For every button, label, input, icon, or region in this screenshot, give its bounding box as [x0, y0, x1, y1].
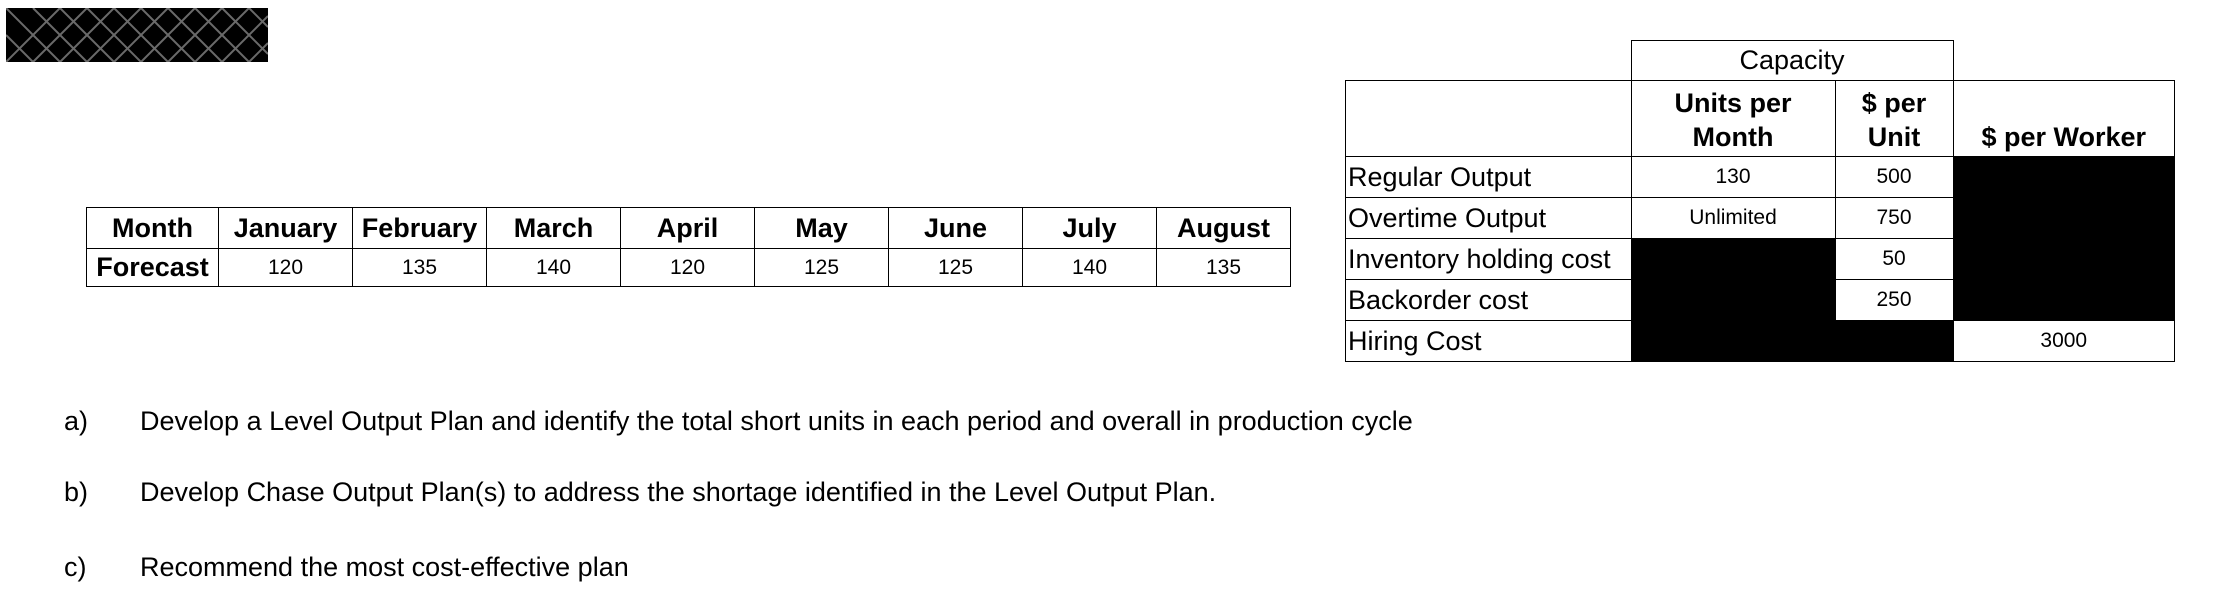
month-row — [87, 208, 1291, 249]
forecast-value: 135 — [353, 249, 487, 287]
capacity-header: Capacity — [1631, 41, 1953, 81]
forecast-value: 125 — [889, 249, 1023, 287]
row-label: Hiring Cost — [1346, 321, 1632, 362]
dollar-per-worker-header: $ per Worker — [1953, 81, 2175, 157]
forecast-value: 135 — [1157, 249, 1291, 287]
question-letter: c) — [64, 552, 87, 582]
group-header-row — [1346, 41, 2175, 81]
month-header: Month — [87, 208, 219, 249]
blacked-out-cell — [1631, 321, 1953, 362]
row-label: Backorder cost — [1346, 280, 1632, 321]
month-august: August — [1157, 208, 1291, 249]
question-text: Develop Chase Output Plan(s) to address the shortage identified in the Level Output Plan. — [140, 477, 1217, 507]
forecast-table — [86, 207, 1291, 287]
cost-row-hiring — [1346, 321, 2175, 362]
blacked-out-cell — [1953, 198, 2175, 239]
question-text: Recommend the most cost-effective plan — [140, 552, 629, 582]
worker-cost-value: 3000 — [1953, 321, 2175, 362]
row-label: Inventory holding cost — [1346, 239, 1632, 280]
unit-cost-value: 750 — [1835, 198, 1953, 239]
forecast-value: 140 — [1023, 249, 1157, 287]
redacted-logo — [6, 8, 268, 62]
cost-row-regular-output — [1346, 157, 2175, 198]
blacked-out-cell — [1953, 280, 2175, 321]
cost-row-inventory-holding — [1346, 239, 2175, 280]
unit-cost-value: 50 — [1835, 239, 1953, 280]
month-july: July — [1023, 208, 1157, 249]
unit-cost-value: 500 — [1835, 157, 1953, 198]
cost-table — [1345, 40, 2175, 362]
question-text: Develop a Level Output Plan and identify the total short units in each period and overall in production cycle — [140, 406, 1413, 436]
blacked-out-cell — [1631, 280, 1835, 321]
row-label: Regular Output — [1346, 157, 1632, 198]
month-february: February — [353, 208, 487, 249]
forecast-value: 125 — [755, 249, 889, 287]
question-letter: a) — [64, 406, 89, 436]
forecast-value: 120 — [219, 249, 353, 287]
blacked-out-cell — [1953, 157, 2175, 198]
unit-cost-value: 250 — [1835, 280, 1953, 321]
units-per-month-header: Units per Month — [1631, 81, 1835, 157]
forecast-value: 140 — [487, 249, 621, 287]
forecast-header: Forecast — [87, 249, 219, 287]
column-header-row — [1346, 81, 2175, 157]
cost-row-backorder — [1346, 280, 2175, 321]
cost-row-overtime-output — [1346, 198, 2175, 239]
month-may: May — [755, 208, 889, 249]
month-march: March — [487, 208, 621, 249]
dollar-per-unit-header: $ per Unit — [1835, 81, 1953, 157]
month-april: April — [621, 208, 755, 249]
forecast-value: 120 — [621, 249, 755, 287]
month-june: June — [889, 208, 1023, 249]
units-value: 130 — [1631, 157, 1835, 198]
month-january: January — [219, 208, 353, 249]
question-letter: b) — [64, 477, 89, 507]
blacked-out-cell — [1953, 239, 2175, 280]
forecast-row — [87, 249, 1291, 287]
blacked-out-cell — [1631, 239, 1835, 280]
empty-corner — [1346, 81, 1632, 157]
units-value: Unlimited — [1631, 198, 1835, 239]
row-label: Overtime Output — [1346, 198, 1632, 239]
